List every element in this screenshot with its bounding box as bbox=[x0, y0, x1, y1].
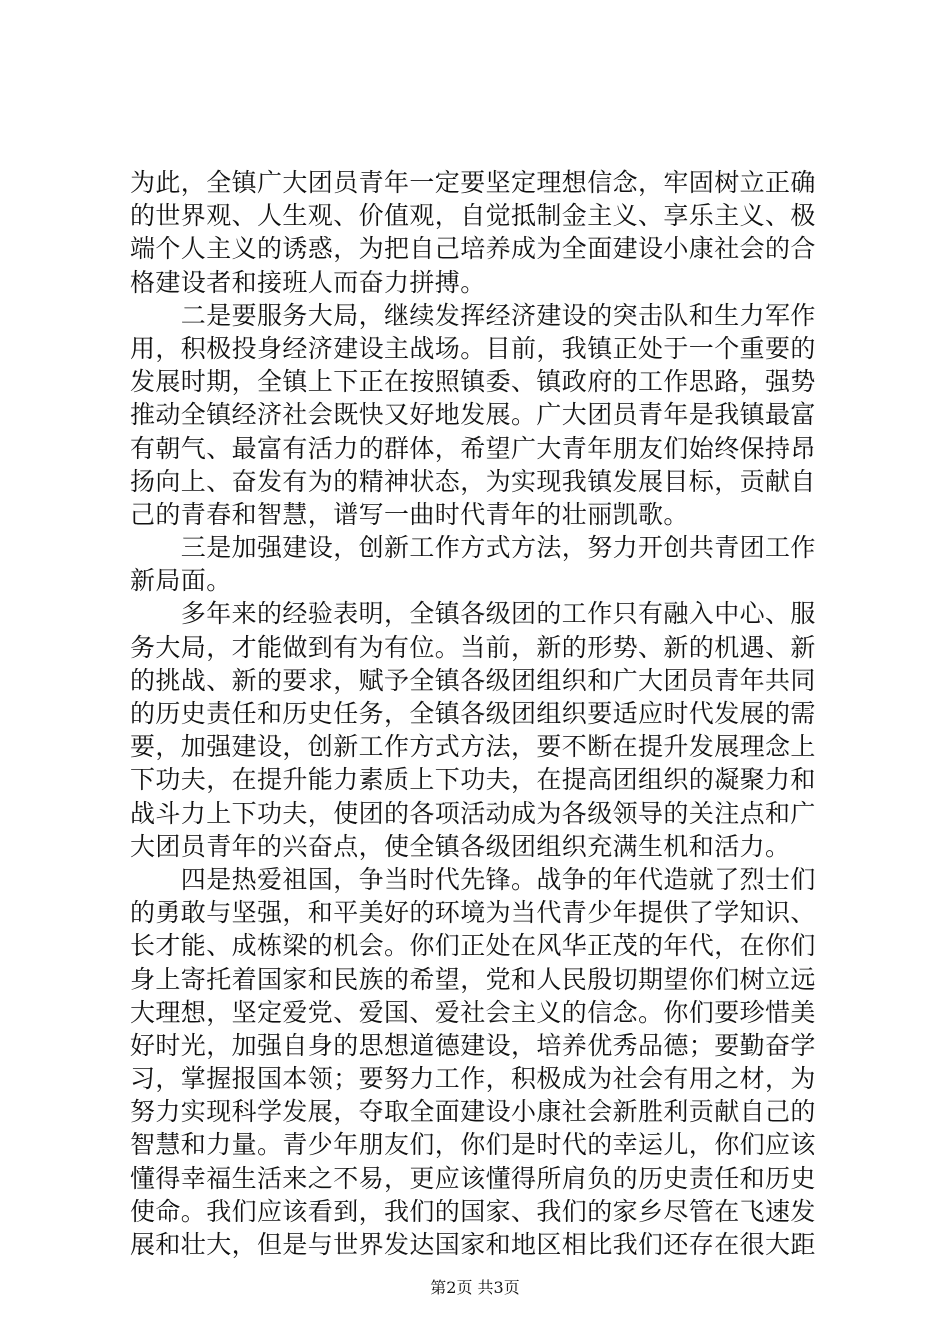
text-line: 四是热爱祖国，争当时代先锋。战争的年代造就了烈士们 bbox=[130, 864, 816, 894]
text-line: 要，加强建设，创新工作方式方法，要不断在提升发展理念上 bbox=[130, 732, 816, 762]
text-line: 务大局，才能做到有为有位。当前，新的形势、新的机遇、新 bbox=[130, 632, 816, 662]
text-line: 发展时期，全镇上下正在按照镇委、镇政府的工作思路，强势 bbox=[130, 367, 816, 397]
body-text bbox=[130, 166, 830, 1261]
text-line: 大团员青年的兴奋点，使全镇各级团组织充满生机和活力。 bbox=[130, 831, 791, 861]
text-line: 长才能、成栋梁的机会。你们正处在风华正茂的年代，在你们 bbox=[130, 931, 816, 961]
text-line: 用，积极投身经济建设主战场。目前，我镇正处于一个重要的 bbox=[130, 333, 816, 363]
text-line: 战斗力上下功夫，使团的各项活动成为各级领导的关注点和广 bbox=[130, 798, 816, 828]
text-line: 习，掌握报国本领；要努力工作，积极成为社会有用之材，为 bbox=[130, 1064, 816, 1094]
text-line: 新局面。 bbox=[130, 566, 232, 596]
text-line: 格建设者和接班人而奋力拼搏。 bbox=[130, 267, 486, 297]
text-line: 己的青春和智慧，谱写一曲时代青年的壮丽凯歌。 bbox=[130, 499, 689, 529]
text-line: 三是加强建设，创新工作方式方法，努力开创共青团工作 bbox=[130, 533, 816, 563]
text-line: 好时光，加强自身的思想道德建设，培养优秀品德；要勤奋学 bbox=[130, 1030, 816, 1060]
text-line: 有朝气、最富有活力的群体，希望广大青年朋友们始终保持昂 bbox=[130, 433, 816, 463]
text-line: 为此，全镇广大团员青年一定要坚定理想信念，牢固树立正确 bbox=[130, 168, 816, 197]
text-line: 的勇敢与坚强，和平美好的环境为当代青少年提供了学知识、 bbox=[130, 898, 816, 928]
text-line: 使命。我们应该看到，我们的国家、我们的家乡尽管在飞速发 bbox=[130, 1196, 816, 1226]
text-line: 努力实现科学发展，夺取全面建设小康社会新胜利贡献自己的 bbox=[130, 1097, 816, 1127]
text-line: 二是要服务大局，继续发挥经济建设的突击队和生力军作 bbox=[130, 300, 816, 330]
text-line: 的历史责任和历史任务，全镇各级团组织要适应时代发展的需 bbox=[130, 699, 816, 728]
text-line: 多年来的经验表明，全镇各级团的工作只有融入中心、服 bbox=[130, 599, 816, 629]
text-line: 身上寄托着国家和民族的希望，党和人民殷切期望你们树立远 bbox=[130, 964, 816, 994]
page-footer bbox=[0, 1278, 950, 1298]
text-line: 扬向上、奋发有为的精神状态，为实现我镇发展目标，贡献自 bbox=[130, 466, 816, 496]
text-line: 推动全镇经济社会既快又好地发展。广大团员青年是我镇最富 bbox=[130, 400, 816, 430]
text-line: 的世界观、人生观、价值观，自觉抵制金主义、享乐主义、极 bbox=[130, 201, 816, 231]
page-number: 第2页 共3页 bbox=[430, 1278, 520, 1297]
text-line: 下功夫，在提升能力素质上下功夫，在提高团组织的凝聚力和 bbox=[130, 765, 816, 795]
text-line: 大理想，坚定爱党、爱国、爱社会主义的信念。你们要珍惜美 bbox=[130, 997, 816, 1027]
text-line: 端个人主义的诱惑，为把自己培养成为全面建设小康社会的合 bbox=[130, 234, 816, 264]
text-line: 的挑战、新的要求，赋予全镇各级团组织和广大团员青年共同 bbox=[130, 665, 816, 695]
text-line: 展和壮大，但是与世界发达国家和地区相比我们还存在很大距 bbox=[130, 1230, 816, 1259]
text-line: 懂得幸福生活来之不易，更应该懂得所肩负的历史责任和历史 bbox=[130, 1163, 816, 1193]
text-line: 智慧和力量。青少年朋友们，你们是时代的幸运儿，你们应该 bbox=[130, 1130, 816, 1160]
